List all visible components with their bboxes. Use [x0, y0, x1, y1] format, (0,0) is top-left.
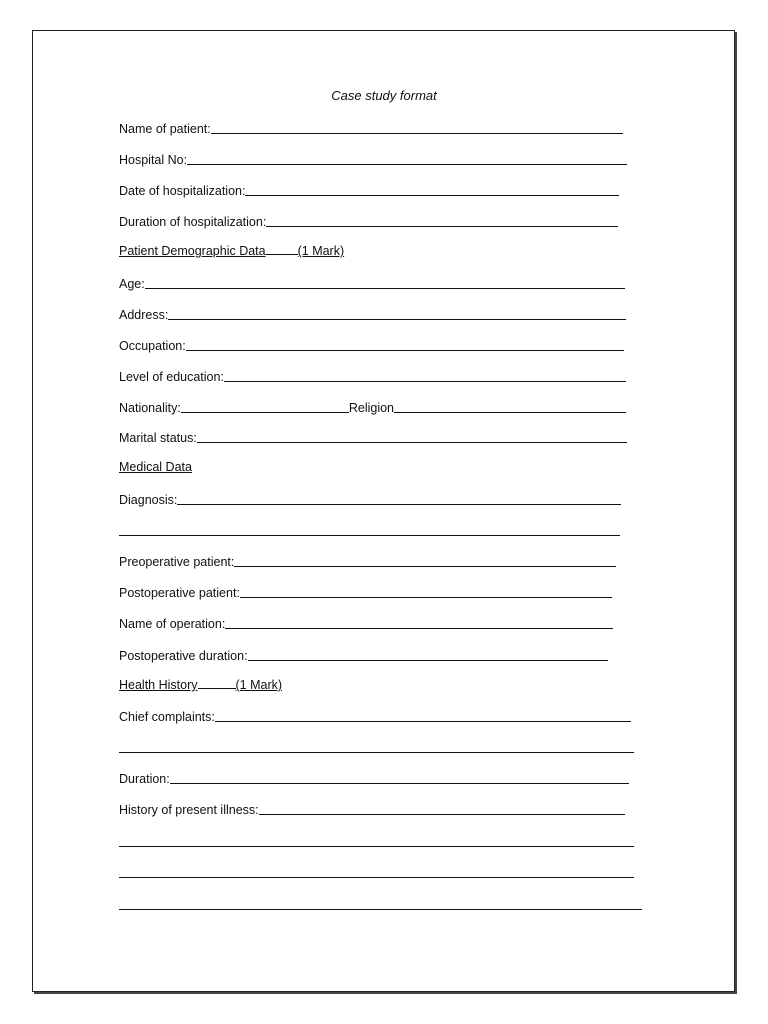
field-history-continued-1	[119, 833, 634, 849]
heading-gap	[198, 677, 236, 689]
field-label: Date of hospitalization:	[119, 184, 246, 198]
nationality-blank[interactable]	[181, 401, 349, 413]
field-marital-status	[119, 429, 627, 445]
postoperative-duration-blank[interactable]	[248, 649, 608, 661]
field-label: Duration of hospitalization:	[119, 215, 267, 229]
field-label: Diagnosis:	[119, 493, 178, 507]
document-title: Case study format	[331, 88, 437, 103]
field-history-of-present-illness	[119, 801, 625, 817]
field-label: Religion	[348, 401, 395, 415]
field-label: Level of education:	[119, 370, 224, 384]
field-postoperative-duration	[119, 647, 608, 663]
section-title: Health History	[119, 678, 198, 692]
section-heading-demographic	[119, 243, 344, 259]
field-label: Duration:	[119, 772, 170, 786]
field-label: Chief complaints:	[119, 710, 215, 724]
field-level-of-education	[119, 368, 626, 384]
history-continuation-blank[interactable]	[119, 835, 634, 847]
duration-blank[interactable]	[170, 772, 629, 784]
chief-complaints-continuation-blank[interactable]	[119, 741, 634, 753]
field-address	[119, 306, 626, 322]
field-name-of-operation	[119, 615, 613, 631]
field-label: Name of patient:	[119, 122, 211, 136]
date-of-hospitalization-blank[interactable]	[245, 184, 619, 196]
history-continuation-blank[interactable]	[119, 866, 634, 878]
field-diagnosis	[119, 491, 621, 507]
section-title: Medical Data	[119, 460, 192, 474]
field-label: Postoperative duration:	[119, 649, 248, 663]
field-nationality-religion	[119, 399, 626, 415]
field-diagnosis-continued	[119, 522, 620, 538]
diagnosis-continuation-blank[interactable]	[119, 524, 620, 536]
age-blank[interactable]	[145, 277, 625, 289]
heading-gap	[266, 243, 298, 255]
history-continuation-blank[interactable]	[119, 898, 642, 910]
level-of-education-blank[interactable]	[224, 370, 626, 382]
field-label: Name of operation:	[119, 617, 226, 631]
field-history-continued-3	[119, 896, 642, 912]
field-label: Age:	[119, 277, 145, 291]
section-heading-health-history	[119, 677, 282, 693]
section-title: Patient Demographic Data	[119, 244, 266, 258]
field-label: Preoperative patient:	[119, 555, 235, 569]
field-label: Nationality:	[119, 401, 181, 415]
field-name-of-patient	[119, 120, 623, 136]
history-of-present-illness-blank[interactable]	[259, 803, 625, 815]
hospital-no-blank[interactable]	[187, 153, 627, 165]
field-postoperative-patient	[119, 584, 612, 600]
field-age	[119, 275, 625, 291]
field-label: Postoperative patient:	[119, 586, 240, 600]
field-chief-complaints	[119, 708, 631, 724]
field-label: Address:	[119, 308, 169, 322]
address-blank[interactable]	[168, 308, 626, 320]
name-of-patient-blank[interactable]	[211, 122, 623, 134]
field-label: Marital status:	[119, 431, 197, 445]
field-date-of-hospitalization	[119, 182, 619, 198]
chief-complaints-blank[interactable]	[215, 710, 631, 722]
field-label: Occupation:	[119, 339, 186, 353]
field-hospital-no	[119, 151, 627, 167]
field-duration-of-hospitalization	[119, 213, 618, 229]
field-preoperative-patient	[119, 553, 616, 569]
occupation-blank[interactable]	[186, 339, 624, 351]
duration-of-hospitalization-blank[interactable]	[266, 215, 618, 227]
postoperative-patient-blank[interactable]	[240, 586, 612, 598]
field-chief-complaints-continued	[119, 739, 634, 755]
religion-blank[interactable]	[394, 401, 626, 413]
preoperative-patient-blank[interactable]	[234, 555, 616, 567]
section-mark: (1 Mark)	[235, 678, 283, 692]
section-heading-medical	[119, 460, 192, 476]
name-of-operation-blank[interactable]	[225, 617, 613, 629]
field-duration	[119, 770, 629, 786]
section-mark: (1 Mark)	[297, 244, 345, 258]
field-occupation	[119, 337, 624, 353]
field-history-continued-2	[119, 864, 634, 880]
marital-status-blank[interactable]	[197, 431, 627, 443]
field-label: History of present illness:	[119, 803, 259, 817]
diagnosis-blank[interactable]	[177, 493, 621, 505]
field-label: Hospital No:	[119, 153, 188, 167]
